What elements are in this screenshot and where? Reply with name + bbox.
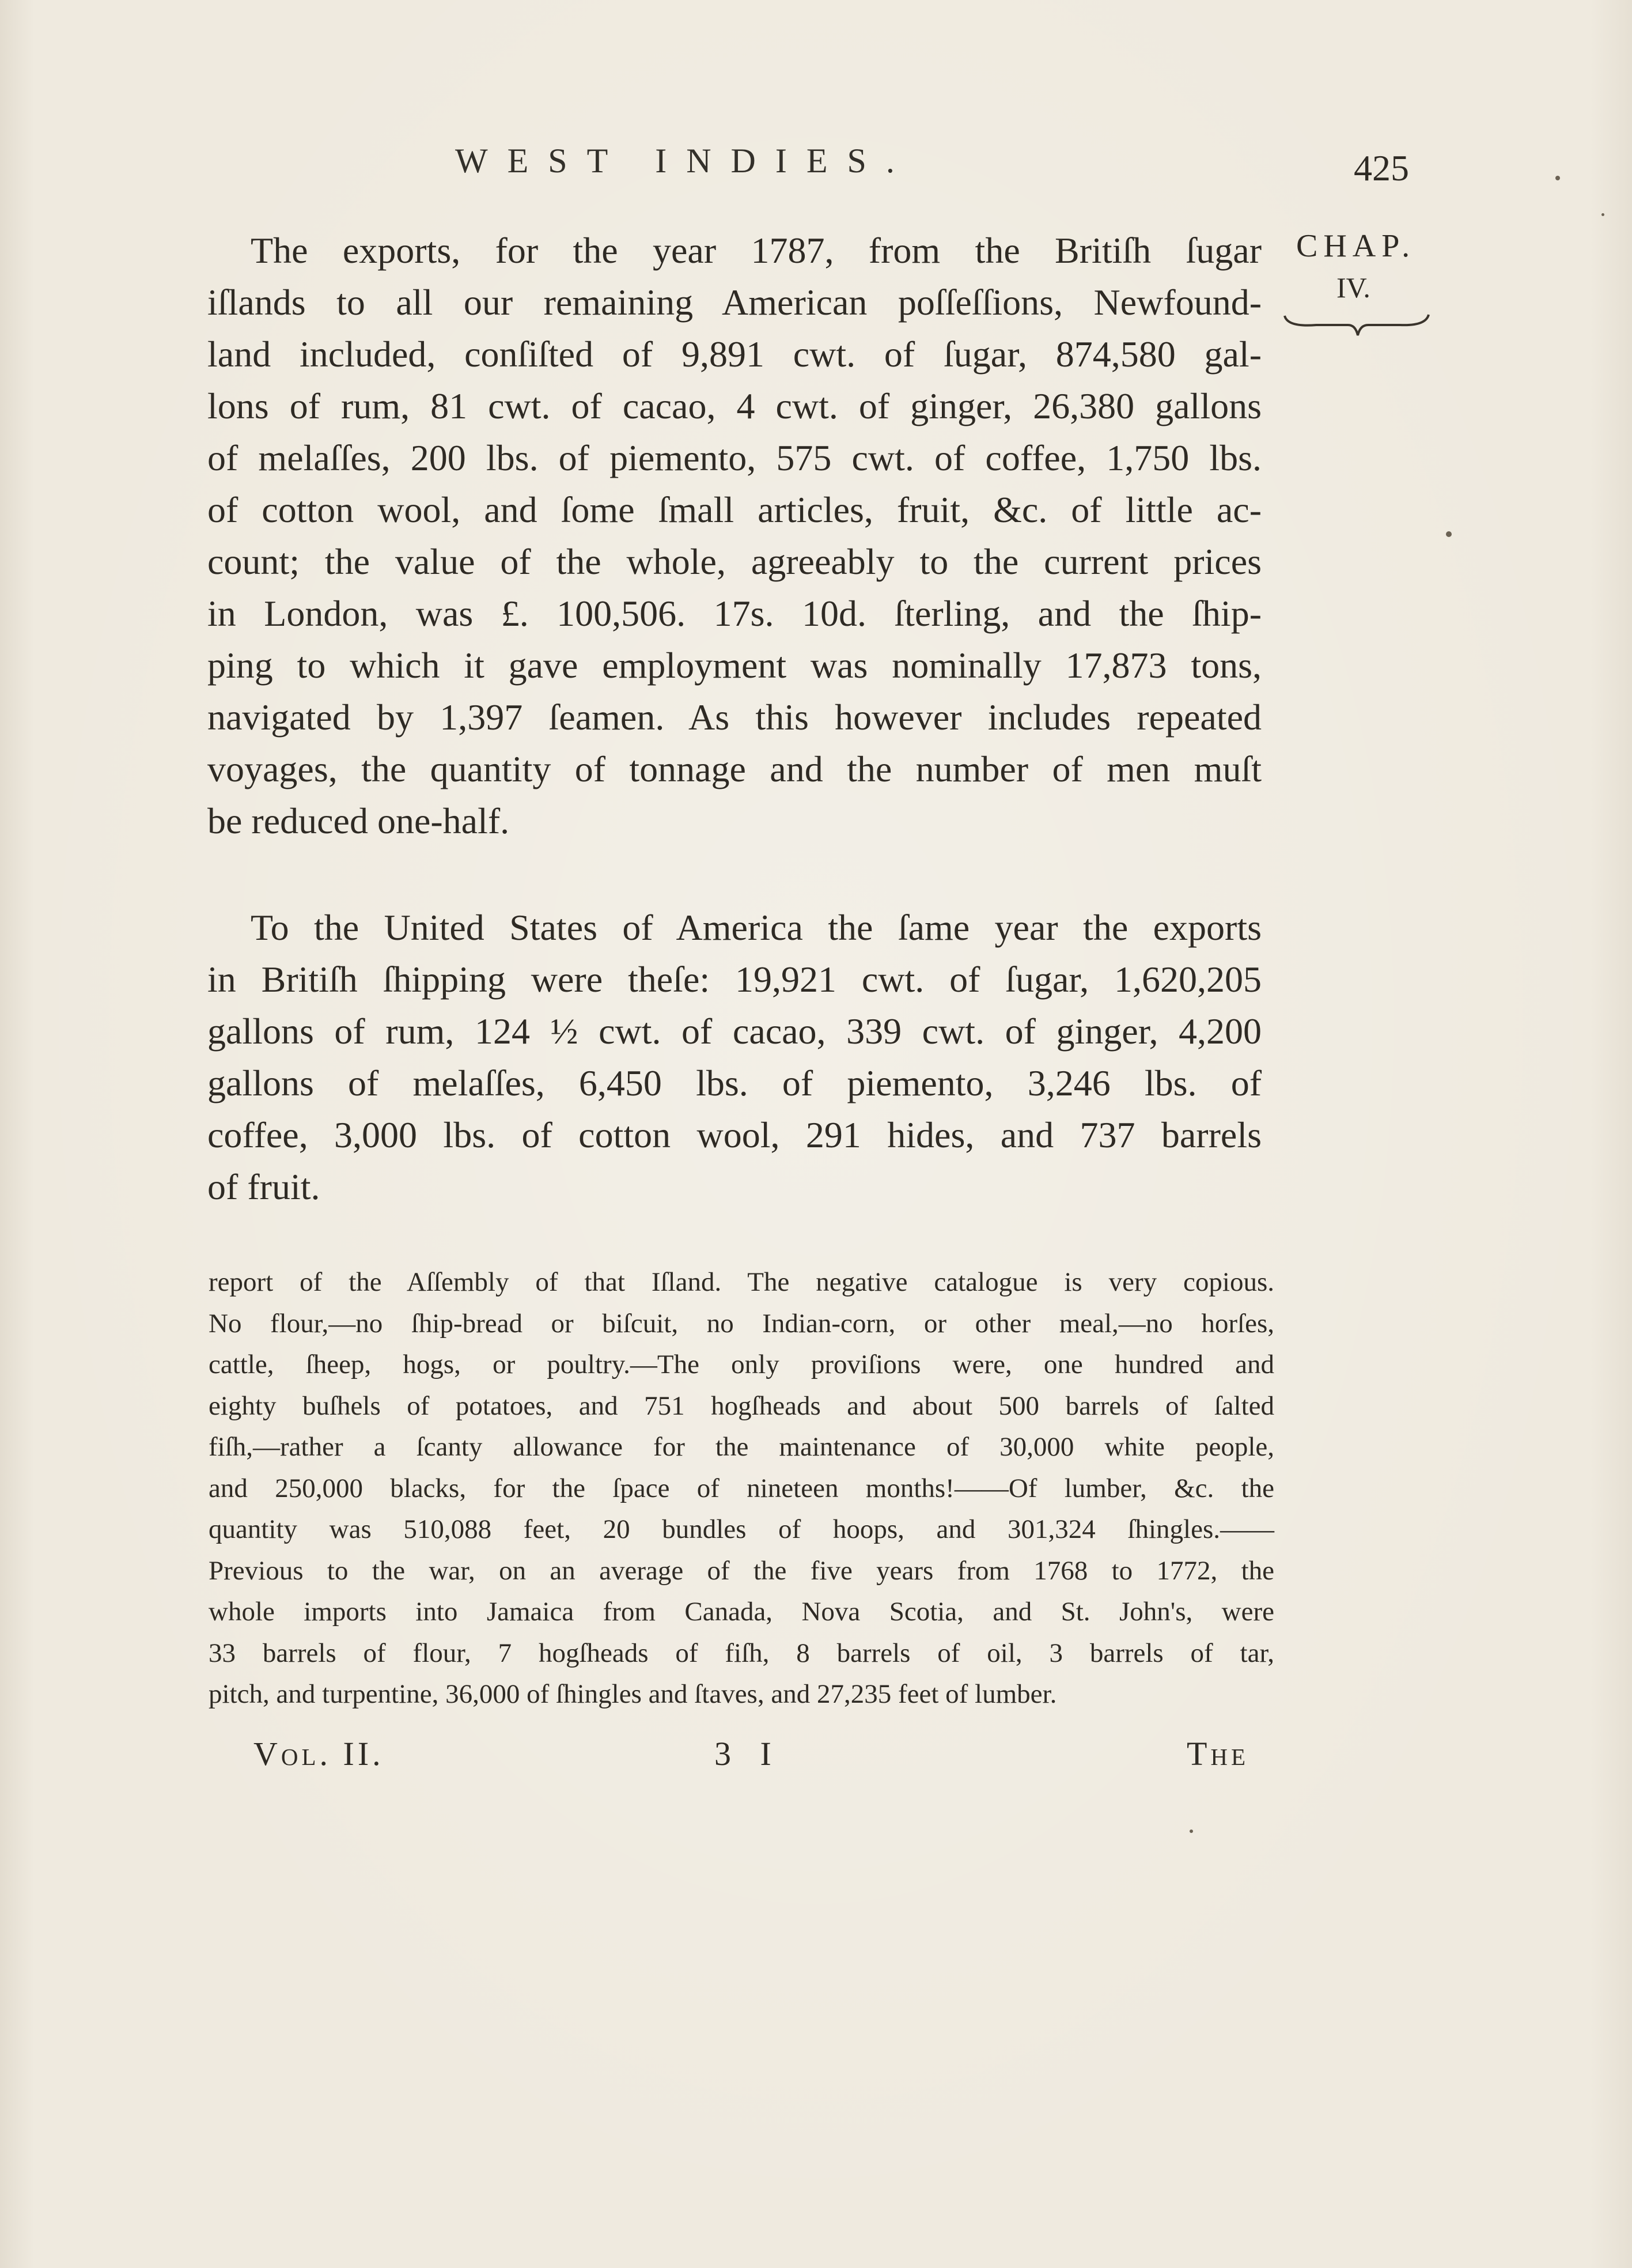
footnote-line: eighty buſhels of potatoes, and 751 hogſheads and about 500 barrels of ſalted <box>209 1390 1274 1421</box>
footnote-line: and 250,000 blacks, for the ſpace of nineteen months!——Of lumber, &c. the <box>209 1473 1274 1503</box>
text-line: lons of rum, 81 cwt. of cacao, 4 cwt. of ginger, 26,380 gallons <box>207 385 1262 426</box>
footnote-line: quantity was 510,088 feet, 20 bundles of hoops, and 301,324 ſhingles.—— <box>209 1514 1274 1544</box>
text-line: land included, conſiſted of 9,891 cwt. of ſugar, 874,580 gal- <box>207 334 1262 375</box>
text-line: gallons of rum, 124 ½ cwt. of cacao, 339 cwt. of ginger, 4,200 <box>207 1011 1262 1052</box>
text-line: in London, was £. 100,506. 17s. 10d. ſterling, and the ſhip- <box>207 593 1262 634</box>
footnote-line: pitch, and turpentine, 36,000 of ſhingles and ſtaves, and 27,235 feet of lumber. <box>209 1679 1057 1709</box>
footnote-line: cattle, ſheep, hogs, or poultry.—The only proviſions were, one hundred and <box>209 1350 1274 1379</box>
footer-volume: Vol. II. <box>253 1735 384 1772</box>
paragraph-exports-united-states <box>207 902 1262 1213</box>
text-line: voyages, the quantity of tonnage and the number of men muſt <box>207 749 1262 789</box>
paper-speck <box>1446 531 1452 537</box>
footnote-line: report of the Aſſembly of that Iſland. The negative catalogue is very copious. <box>209 1267 1274 1297</box>
text-line: in Britiſh ſhipping were theſe: 19,921 cwt. of ſugar, 1,620,205 <box>207 959 1262 1000</box>
margin-chapter-number: IV. <box>1336 271 1370 304</box>
running-head: WEST INDIES. <box>455 142 914 180</box>
margin-brace <box>1282 311 1432 340</box>
paper-speck <box>1555 176 1560 180</box>
text-line: gallons of melaſſes, 6,450 lbs. of piemento, 3,246 lbs. of <box>207 1063 1262 1103</box>
text-line: count; the value of the whole, agreeably to the current prices <box>207 541 1262 582</box>
footnote-line: whole imports into Jamaica from Canada, Nova Scotia, and St. John's, were <box>209 1597 1274 1627</box>
text-line: of fruit. <box>207 1166 320 1207</box>
text-line: be reduced one-half. <box>207 800 510 841</box>
text-line: of cotton wool, and ſome ſmall articles, fruit, &c. of little ac- <box>207 489 1262 530</box>
margin-chapter-label: CHAP. <box>1296 228 1416 264</box>
page-number: 425 <box>1354 148 1409 188</box>
text-line: To the United States of America the ſame year the exports <box>251 907 1262 948</box>
footnote-line: No flour,—no ſhip-bread or biſcuit, no Indian-corn, or other meal,—no horſes, <box>209 1308 1274 1339</box>
footnote-line: 33 barrels of flour, 7 hogſheads of fiſh, 8 barrels of oil, 3 barrels of tar, <box>209 1638 1274 1668</box>
paragraph-exports-british-possessions <box>207 225 1262 847</box>
footer-signature-mark: 3 I <box>714 1735 782 1772</box>
text-line: iſlands to all our remaining American poſſeſſions, Newfound- <box>207 282 1262 323</box>
text-line: The exports, for the year 1787, from the Britiſh ſugar <box>251 230 1262 271</box>
footnote <box>209 1262 1274 1715</box>
paper-speck <box>1190 1829 1193 1833</box>
text-line: ping to which it gave employment was nominally 17,873 tons, <box>207 645 1262 686</box>
paper-speck <box>1601 213 1604 216</box>
footnote-line: Previous to the war, on an average of the five years from 1768 to 1772, the <box>209 1555 1274 1586</box>
footnote-line: fiſh,—rather a ſcanty allowance for the maintenance of 30,000 white people, <box>209 1432 1274 1462</box>
text-line: coffee, 3,000 lbs. of cotton wool, 291 hides, and 737 barrels <box>207 1114 1262 1155</box>
text-line: navigated by 1,397 ſeamen. As this however includes repeated <box>207 697 1262 738</box>
footer-catchword: The <box>1187 1735 1249 1772</box>
text-line: of melaſſes, 200 lbs. of piemento, 575 cwt. of coffee, 1,750 lbs. <box>207 437 1262 478</box>
